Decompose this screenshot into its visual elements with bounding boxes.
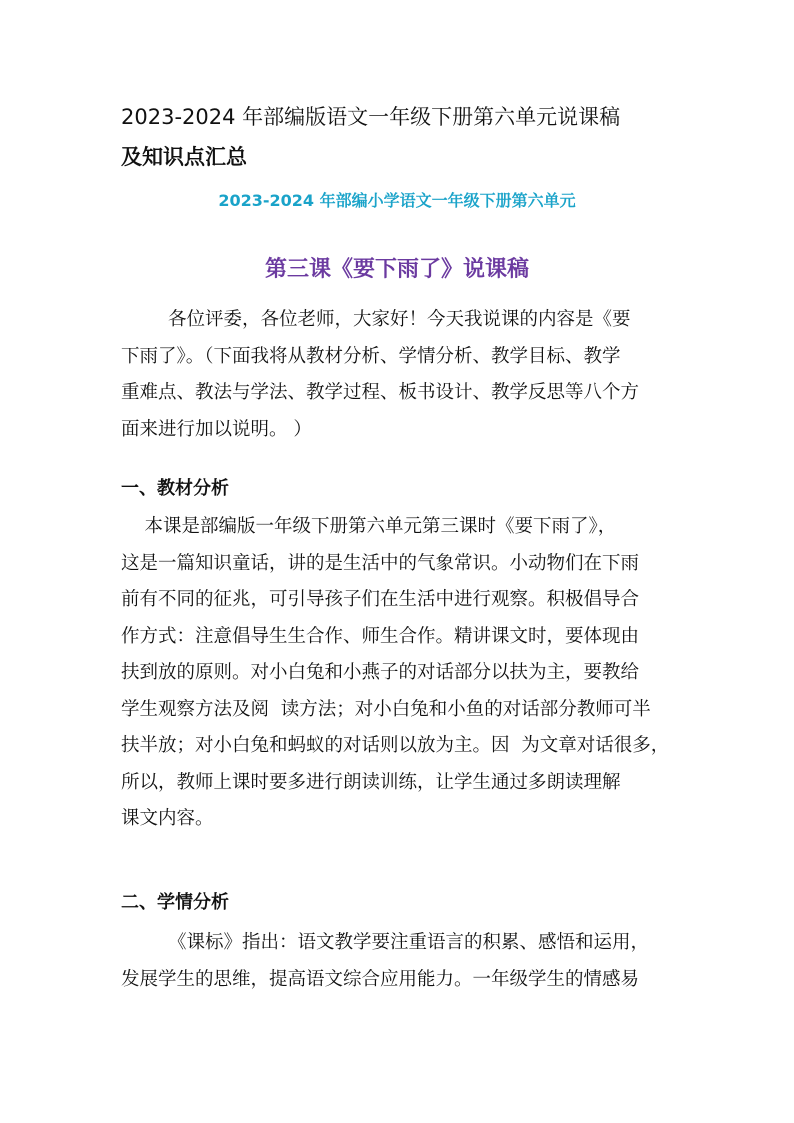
document-title-line-1: 2023-2024 年部编版语文一年级下册第六单元说课稿 <box>121 105 621 129</box>
document-title <box>121 97 701 177</box>
paragraph-line: 《课标》指出：语文教学要注重语言的积累、感悟和运用， <box>121 932 650 953</box>
paragraph-line: 所以，教师上课时要多进行朗读训练，让学生通过多朗读理解 <box>121 771 621 793</box>
paragraph-line: 课文内容。 <box>121 808 214 829</box>
intro-line: 重难点、教法与学法、教学过程、板书设计、教学反思等八个方 <box>121 382 640 403</box>
document-subtitle: 2023-2024 年部编小学语文一年级下册第六单元 <box>218 191 576 210</box>
section-heading-textbook-analysis: 一、教材分析 <box>121 478 229 499</box>
intro-paragraph <box>121 302 689 448</box>
paragraph-line: 学生观察方法及阅 读方法；对小白兔和小鱼的对话部分教师可半 <box>121 698 651 720</box>
lesson-title: 第三课《要下雨了》说课稿 <box>264 257 529 282</box>
intro-line: 下雨了》。（下面我将从教材分析、学情分析、教学目标、教学 <box>121 345 621 367</box>
paragraph-line: 本课是部编版一年级下册第六单元第三课时《要下雨了》， <box>121 516 617 537</box>
paragraph-line: 前有不同的征兆，可引导孩子们在生活中进行观察。积极倡导合 <box>121 589 640 610</box>
paragraph-line: 这是一篇知识童话，讲的是生活中的气象常识。小动物们在下雨 <box>121 552 640 574</box>
paragraph-line: 发展学生的思维，提高语文综合应用能力。一年级学生的情感易 <box>121 968 640 990</box>
intro-line: 面来进行加以说明。 ） <box>121 418 312 440</box>
textbook-analysis-paragraph <box>121 509 689 838</box>
document-title-line-2: 及知识点汇总 <box>121 145 247 169</box>
paragraph-line: 扶到放的原则。对小白兔和小燕子的对话部分以扶为主，要教给 <box>121 662 640 683</box>
intro-line: 各位评委，各位老师，大家好！今天我说课的内容是《要 <box>121 309 631 330</box>
section-heading-student-analysis: 二、学情分析 <box>121 892 229 913</box>
paragraph-line: 扶半放；对小白兔和蚂蚁的对话则以放为主。因 为文章对话很多， <box>121 735 670 756</box>
student-analysis-paragraph <box>121 925 689 998</box>
paragraph-line: 作方式：注意倡导生生合作、师生合作。精讲课文时，要体现由 <box>121 625 640 647</box>
